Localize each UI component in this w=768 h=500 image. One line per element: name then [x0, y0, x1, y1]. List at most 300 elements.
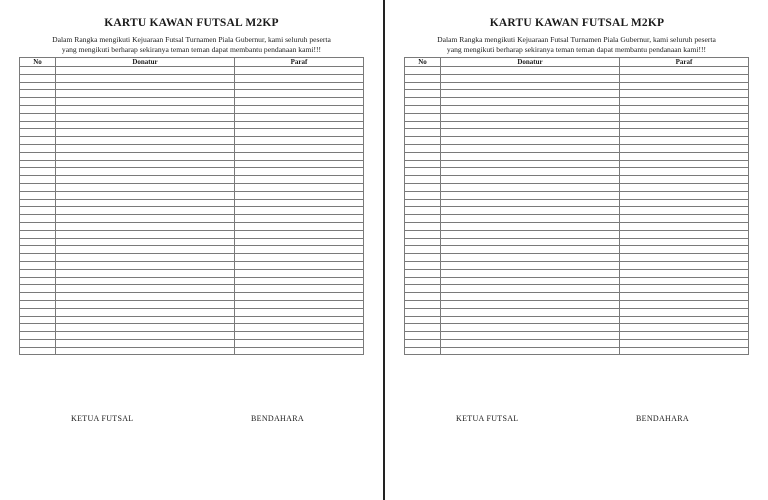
cell-paraf [235, 199, 364, 207]
cell-no [405, 293, 441, 301]
cell-no [405, 121, 441, 129]
cell-donatur [56, 113, 235, 121]
cell-no [20, 207, 56, 215]
cell-paraf [620, 160, 749, 168]
cell-donatur [56, 67, 235, 75]
cell-paraf [235, 308, 364, 316]
cell-donatur [56, 160, 235, 168]
cell-no [20, 137, 56, 145]
cell-no [405, 308, 441, 316]
cell-paraf [620, 308, 749, 316]
table-row [20, 261, 364, 269]
cell-no [20, 300, 56, 308]
table-row [20, 324, 364, 332]
cell-paraf [620, 191, 749, 199]
cell-donatur [441, 144, 620, 152]
cell-no [20, 230, 56, 238]
cell-no [405, 144, 441, 152]
cell-no [20, 332, 56, 340]
cell-donatur [56, 277, 235, 285]
table-row [405, 191, 749, 199]
signature-bendahara-label: BENDAHARA [636, 414, 689, 423]
cell-donatur [441, 152, 620, 160]
cell-no [405, 277, 441, 285]
table-row [405, 121, 749, 129]
cell-paraf [235, 74, 364, 82]
cell-donatur [56, 129, 235, 137]
cell-no [405, 269, 441, 277]
cell-no [405, 168, 441, 176]
cell-donatur [441, 293, 620, 301]
cell-no [405, 332, 441, 340]
table-row [20, 82, 364, 90]
cell-paraf [620, 183, 749, 191]
cell-donatur [441, 121, 620, 129]
table-row [405, 74, 749, 82]
cell-paraf [235, 144, 364, 152]
cell-paraf [620, 137, 749, 145]
table-header-row [20, 58, 364, 67]
cell-paraf [235, 215, 364, 223]
table-row [20, 277, 364, 285]
table-row [20, 160, 364, 168]
cell-no [405, 199, 441, 207]
cell-paraf [235, 121, 364, 129]
cell-paraf [620, 113, 749, 121]
table-row [405, 199, 749, 207]
table-row [20, 300, 364, 308]
cell-donatur [56, 82, 235, 90]
cell-donatur [441, 199, 620, 207]
cell-donatur [56, 347, 235, 355]
cell-donatur [56, 293, 235, 301]
cell-paraf [620, 300, 749, 308]
table-row [405, 285, 749, 293]
intro-line-1: Dalam Rangka mengikuti Kejuaraan Futsal Turnamen Piala Gubernur, kami seluruh peserta [52, 35, 331, 44]
table-row [20, 144, 364, 152]
cell-donatur [56, 308, 235, 316]
table-row [20, 176, 364, 184]
table-row [20, 152, 364, 160]
table-row [20, 191, 364, 199]
cell-no [405, 316, 441, 324]
cell-paraf [235, 98, 364, 106]
cell-no [20, 191, 56, 199]
cell-donatur [441, 277, 620, 285]
cell-paraf [620, 246, 749, 254]
cell-paraf [235, 261, 364, 269]
cell-donatur [56, 105, 235, 113]
table-row [20, 246, 364, 254]
cell-no [20, 168, 56, 176]
cell-no [20, 222, 56, 230]
cell-no [20, 246, 56, 254]
cell-donatur [441, 261, 620, 269]
cell-paraf [620, 152, 749, 160]
cell-donatur [56, 339, 235, 347]
table-row [405, 230, 749, 238]
table-row [20, 67, 364, 75]
cell-paraf [620, 90, 749, 98]
cell-donatur [56, 254, 235, 262]
donation-card-right [384, 0, 768, 500]
cell-donatur [441, 176, 620, 184]
cell-paraf [620, 215, 749, 223]
cell-no [405, 129, 441, 137]
cell-donatur [441, 300, 620, 308]
cell-no [405, 238, 441, 246]
cell-no [405, 285, 441, 293]
cell-no [405, 215, 441, 223]
table-row [20, 238, 364, 246]
cell-donatur [56, 168, 235, 176]
cell-paraf [620, 121, 749, 129]
cell-paraf [235, 113, 364, 121]
cell-paraf [620, 129, 749, 137]
cell-paraf [235, 293, 364, 301]
column-header-donatur: Donatur [441, 58, 620, 67]
cell-paraf [620, 324, 749, 332]
table-row [20, 129, 364, 137]
cell-no [405, 160, 441, 168]
cell-paraf [235, 332, 364, 340]
column-header-no: No [20, 58, 56, 67]
cell-donatur [56, 230, 235, 238]
signature-ketua-label: KETUA FUTSAL [456, 414, 519, 423]
cell-paraf [620, 176, 749, 184]
cell-paraf [235, 300, 364, 308]
donor-table [19, 57, 364, 355]
table-row [20, 90, 364, 98]
cell-paraf [235, 339, 364, 347]
table-row [405, 347, 749, 355]
cell-no [405, 207, 441, 215]
cell-no [405, 67, 441, 75]
cell-paraf [620, 82, 749, 90]
cell-paraf [620, 293, 749, 301]
cell-paraf [620, 238, 749, 246]
cell-paraf [235, 191, 364, 199]
cell-donatur [441, 308, 620, 316]
card-title: KARTU KAWAN FUTSAL M2KP [104, 17, 279, 29]
cell-paraf [620, 199, 749, 207]
table-row [405, 339, 749, 347]
cell-paraf [235, 285, 364, 293]
cell-no [405, 254, 441, 262]
cell-donatur [441, 168, 620, 176]
cell-donatur [56, 207, 235, 215]
cell-paraf [620, 269, 749, 277]
cell-paraf [620, 261, 749, 269]
cell-paraf [620, 285, 749, 293]
table-row [405, 98, 749, 106]
table-row [20, 168, 364, 176]
cell-donatur [56, 332, 235, 340]
table-row [405, 316, 749, 324]
cell-no [20, 269, 56, 277]
cell-no [20, 324, 56, 332]
cell-no [405, 191, 441, 199]
table-row [20, 222, 364, 230]
cell-donatur [56, 74, 235, 82]
column-header-paraf: Paraf [235, 58, 364, 67]
cell-donatur [56, 152, 235, 160]
cell-no [20, 254, 56, 262]
table-row [20, 121, 364, 129]
cell-donatur [441, 269, 620, 277]
cell-paraf [620, 347, 749, 355]
cell-donatur [56, 324, 235, 332]
table-row [405, 168, 749, 176]
cell-donatur [56, 121, 235, 129]
cell-donatur [56, 238, 235, 246]
cell-donatur [441, 332, 620, 340]
cell-paraf [235, 183, 364, 191]
cell-paraf [620, 339, 749, 347]
cell-donatur [56, 269, 235, 277]
cell-paraf [235, 67, 364, 75]
table-row [20, 293, 364, 301]
cell-paraf [620, 144, 749, 152]
table-row [405, 238, 749, 246]
cell-no [20, 121, 56, 129]
table-row [405, 176, 749, 184]
cell-donatur [441, 160, 620, 168]
cell-donatur [441, 339, 620, 347]
cell-donatur [441, 67, 620, 75]
donor-table [404, 57, 749, 355]
table-row [405, 129, 749, 137]
cell-no [20, 176, 56, 184]
intro-line-2: yang mengikuti berharap sekiranya teman teman dapat membantu pendanaan kami!!! [61, 45, 322, 54]
cell-donatur [441, 230, 620, 238]
table-row [405, 215, 749, 223]
cell-paraf [235, 129, 364, 137]
table-row [20, 215, 364, 223]
column-header-paraf: Paraf [620, 58, 749, 67]
cell-no [405, 183, 441, 191]
table-row [405, 324, 749, 332]
cell-no [20, 277, 56, 285]
signature-ketua-label: KETUA FUTSAL [71, 414, 134, 423]
cell-no [405, 246, 441, 254]
cell-paraf [235, 222, 364, 230]
cell-no [405, 222, 441, 230]
cell-paraf [235, 269, 364, 277]
column-header-donatur: Donatur [56, 58, 235, 67]
table-row [20, 316, 364, 324]
cell-no [405, 113, 441, 121]
cell-no [405, 261, 441, 269]
cell-donatur [56, 316, 235, 324]
cell-donatur [441, 222, 620, 230]
table-row [20, 105, 364, 113]
table-row [20, 308, 364, 316]
cell-paraf [235, 316, 364, 324]
cell-donatur [441, 254, 620, 262]
cell-no [20, 90, 56, 98]
cell-paraf [620, 230, 749, 238]
cell-paraf [235, 207, 364, 215]
cell-donatur [56, 261, 235, 269]
table-row [405, 67, 749, 75]
cell-donatur [441, 82, 620, 90]
signature-bendahara-label: BENDAHARA [251, 414, 304, 423]
cell-paraf [235, 160, 364, 168]
table-row [405, 332, 749, 340]
cell-donatur [56, 246, 235, 254]
cell-donatur [56, 98, 235, 106]
cell-no [20, 105, 56, 113]
intro-line-1: Dalam Rangka mengikuti Kejuaraan Futsal Turnamen Piala Gubernur, kami seluruh peserta [437, 35, 716, 44]
cell-no [20, 129, 56, 137]
table-row [20, 74, 364, 82]
table-row [20, 183, 364, 191]
cell-no [405, 105, 441, 113]
cell-donatur [441, 324, 620, 332]
table-row [405, 160, 749, 168]
cell-paraf [620, 74, 749, 82]
cell-donatur [441, 183, 620, 191]
cell-paraf [620, 168, 749, 176]
cell-donatur [441, 191, 620, 199]
table-row [405, 293, 749, 301]
table-row [405, 137, 749, 145]
cell-no [20, 144, 56, 152]
table-row [405, 207, 749, 215]
cell-donatur [56, 285, 235, 293]
table-row [20, 199, 364, 207]
cell-donatur [441, 113, 620, 121]
cell-no [20, 113, 56, 121]
table-row [405, 152, 749, 160]
cell-paraf [620, 98, 749, 106]
cell-donatur [441, 137, 620, 145]
table-row [20, 332, 364, 340]
card-intro [20, 35, 363, 55]
cell-paraf [235, 246, 364, 254]
cell-paraf [235, 230, 364, 238]
column-header-no: No [405, 58, 441, 67]
cell-paraf [235, 347, 364, 355]
cell-no [20, 183, 56, 191]
table-row [405, 261, 749, 269]
cell-no [20, 98, 56, 106]
cell-no [20, 347, 56, 355]
cell-no [20, 316, 56, 324]
table-row [20, 347, 364, 355]
cell-donatur [56, 183, 235, 191]
table-row [20, 137, 364, 145]
table-row [20, 285, 364, 293]
cell-donatur [56, 222, 235, 230]
cell-no [405, 339, 441, 347]
cell-no [405, 152, 441, 160]
table-row [405, 105, 749, 113]
cell-no [20, 215, 56, 223]
cell-paraf [620, 277, 749, 285]
cell-paraf [620, 316, 749, 324]
cell-donatur [441, 285, 620, 293]
cell-no [20, 308, 56, 316]
cell-no [20, 74, 56, 82]
cell-donatur [56, 176, 235, 184]
cell-donatur [56, 300, 235, 308]
cell-paraf [235, 168, 364, 176]
cell-donatur [441, 105, 620, 113]
table-row [20, 269, 364, 277]
cell-paraf [235, 137, 364, 145]
cell-no [405, 98, 441, 106]
table-header-row [405, 58, 749, 67]
intro-line-2: yang mengikuti berharap sekiranya teman teman dapat membantu pendanaan kami!!! [446, 45, 707, 54]
table-row [20, 254, 364, 262]
cell-donatur [441, 207, 620, 215]
table-row [405, 300, 749, 308]
cell-no [20, 238, 56, 246]
cell-donatur [56, 137, 235, 145]
cell-no [20, 82, 56, 90]
cell-paraf [235, 277, 364, 285]
table-row [405, 254, 749, 262]
table-row [405, 82, 749, 90]
cell-donatur [441, 215, 620, 223]
cell-paraf [620, 67, 749, 75]
cell-no [405, 230, 441, 238]
cell-no [20, 285, 56, 293]
cell-no [20, 67, 56, 75]
cell-paraf [620, 254, 749, 262]
cell-no [20, 199, 56, 207]
cell-no [20, 160, 56, 168]
card-intro [405, 35, 748, 55]
table-row [20, 230, 364, 238]
cell-paraf [235, 176, 364, 184]
cell-donatur [441, 238, 620, 246]
table-row [405, 269, 749, 277]
cell-donatur [56, 199, 235, 207]
card-title: KARTU KAWAN FUTSAL M2KP [489, 17, 665, 29]
cell-paraf [235, 324, 364, 332]
cell-no [20, 261, 56, 269]
cell-no [405, 137, 441, 145]
cell-donatur [56, 90, 235, 98]
cell-paraf [235, 105, 364, 113]
table-row [405, 222, 749, 230]
cell-no [405, 176, 441, 184]
table-row [20, 98, 364, 106]
table-row [405, 308, 749, 316]
cell-paraf [620, 207, 749, 215]
table-row [405, 90, 749, 98]
cell-donatur [441, 316, 620, 324]
cell-donatur [56, 215, 235, 223]
cell-donatur [56, 144, 235, 152]
cell-paraf [235, 90, 364, 98]
cell-no [405, 347, 441, 355]
cell-paraf [235, 254, 364, 262]
cell-no [405, 300, 441, 308]
table-row [20, 113, 364, 121]
cell-paraf [620, 105, 749, 113]
table-row [405, 113, 749, 121]
cell-donatur [441, 98, 620, 106]
cell-paraf [235, 82, 364, 90]
cell-donatur [441, 246, 620, 254]
cell-no [20, 293, 56, 301]
cell-no [20, 152, 56, 160]
cell-paraf [620, 222, 749, 230]
